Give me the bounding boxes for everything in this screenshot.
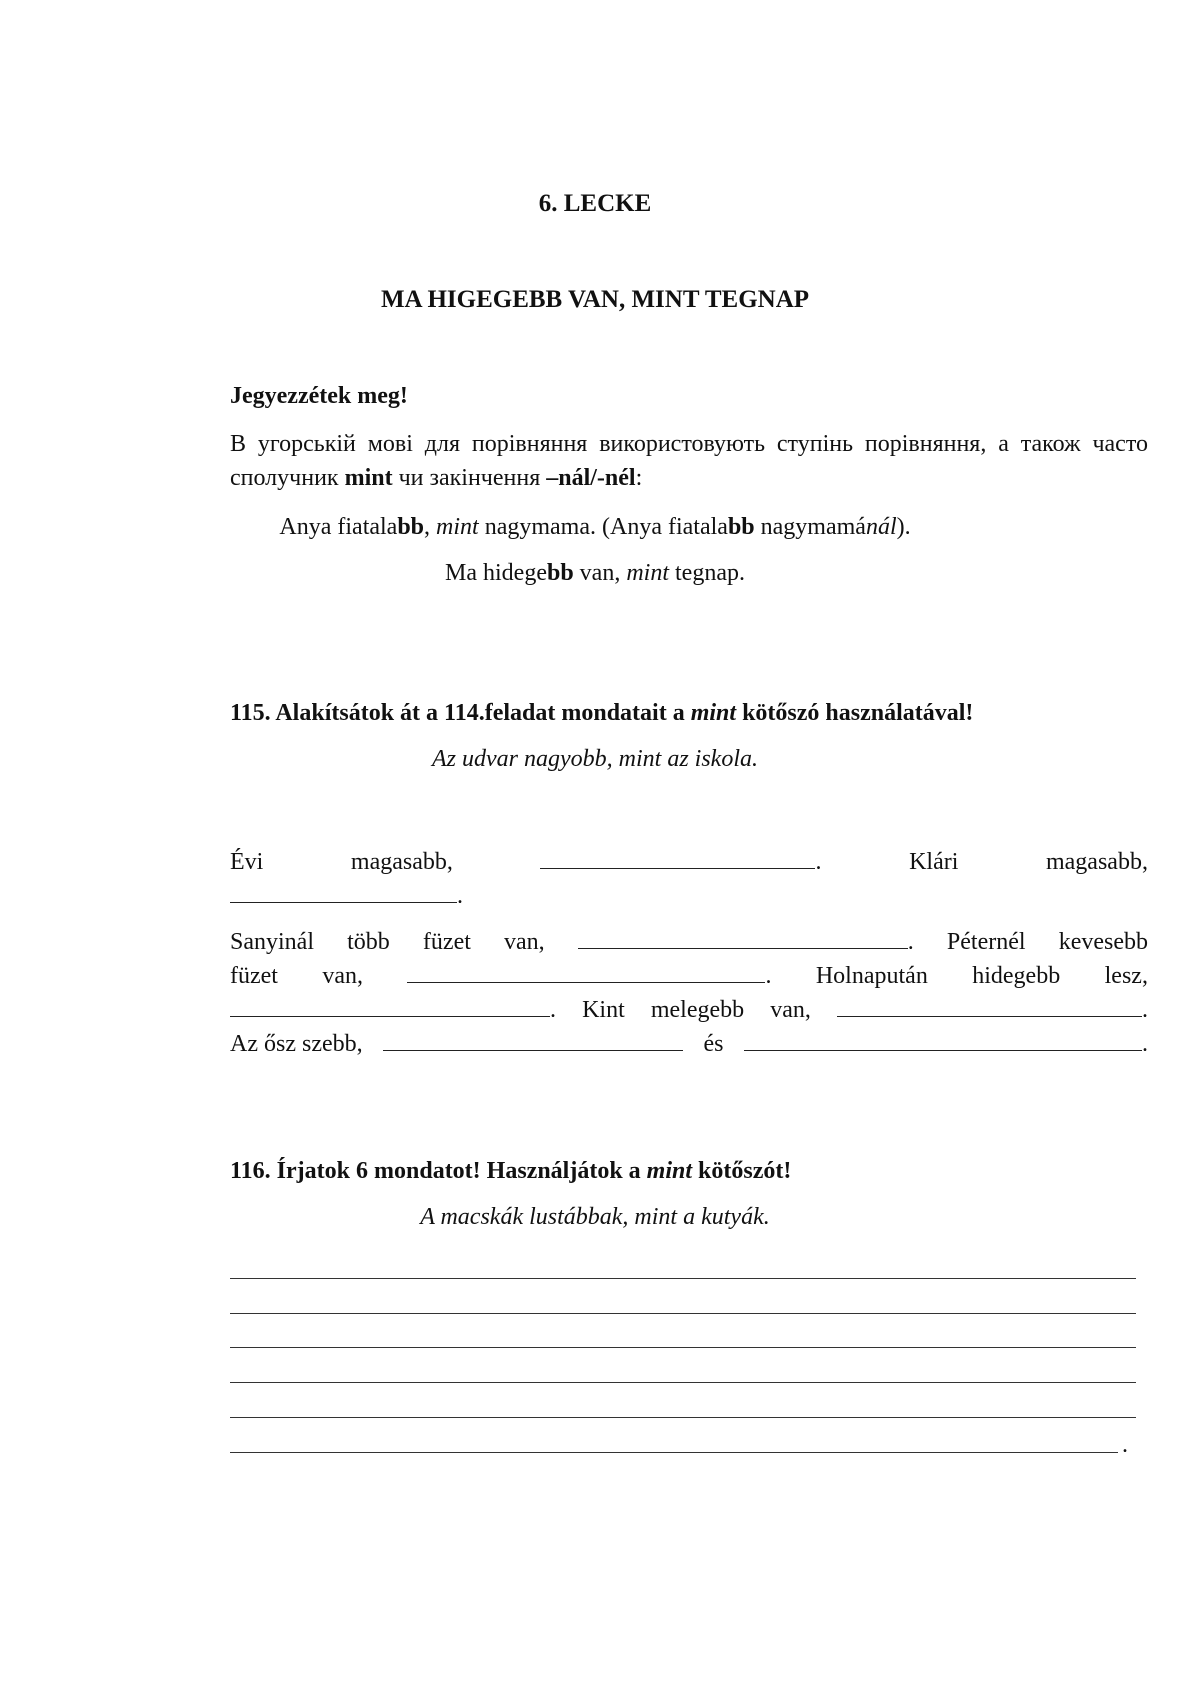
word: magasabb, (1045, 849, 1148, 875)
writing-line[interactable] (230, 1452, 1118, 1453)
note-text-part: чи закінчення (392, 465, 547, 491)
writing-line[interactable] (230, 1278, 1136, 1279)
word: Sanyinál (230, 929, 314, 955)
word: . (550, 997, 556, 1023)
writing-line[interactable] (230, 1417, 1136, 1418)
example-text: , (424, 514, 437, 540)
word: van, (504, 929, 545, 955)
word: van, (770, 997, 811, 1023)
blank-group (407, 960, 771, 990)
note-suffix: –nál/-nél (546, 465, 636, 491)
lesson-title: MA HIGEGEBB VAN, MINT TEGNAP (380, 286, 810, 313)
answer-blank[interactable] (578, 926, 908, 949)
note-heading: Jegyezzétek meg! (230, 383, 408, 409)
blank-group (837, 994, 1148, 1024)
example-italic: nál (865, 514, 897, 540)
word: melegebb (650, 997, 745, 1023)
task115-heading (230, 700, 973, 727)
note-example-2 (0, 560, 1190, 587)
word: Péternél (946, 929, 1026, 955)
lesson-number: 6. LECKE (538, 190, 652, 217)
heading-part: kötőszó használatával! (736, 700, 974, 726)
example-text: Ma hidege (445, 560, 547, 586)
note-text-part: В угорській мові для порівняння використовують ступінь порівняння, а також часто сполучник (230, 431, 1148, 491)
writing-line[interactable] (230, 1382, 1136, 1383)
answer-blank[interactable] (407, 960, 765, 983)
word: . (907, 929, 914, 955)
word: . (1142, 997, 1148, 1023)
word: . (815, 849, 822, 875)
note-mint-word: mint (344, 465, 393, 491)
word: magasabb, (350, 849, 453, 875)
word: és (703, 1031, 724, 1057)
word: Évi (230, 849, 264, 875)
task115-row-2 (230, 880, 463, 910)
answer-blank[interactable] (837, 994, 1142, 1017)
heading-part: 116. Írjatok 6 mondatot! Használjátok a (230, 1158, 647, 1184)
heading-part: kötőszót! (692, 1158, 792, 1184)
example-bold: bb (397, 514, 425, 540)
example-text: ). (896, 514, 911, 540)
word: Klári (909, 849, 959, 875)
note-text-part: : (635, 465, 643, 491)
blank-group (230, 994, 556, 1024)
word: füzet (230, 963, 278, 989)
task116-example (0, 1204, 1190, 1231)
word: . (1141, 1031, 1148, 1057)
task115-example (0, 746, 1190, 773)
example-text: nagymama. (Anya fiatala (478, 514, 728, 540)
task116-heading (230, 1158, 791, 1185)
example-bold: bb (727, 514, 755, 540)
answer-blank[interactable] (540, 846, 815, 869)
word: Az ősz szebb, (230, 1031, 363, 1057)
word: lesz, (1104, 963, 1148, 989)
word: füzet (422, 929, 471, 955)
task115-row-6 (230, 1028, 1148, 1062)
task115-example-text: Az udvar nagyobb, mint az iskola. (432, 746, 758, 772)
word: . (765, 963, 772, 989)
example-italic: mint (626, 560, 669, 586)
answer-blank[interactable] (230, 880, 457, 903)
task115-row-4 (230, 960, 1148, 994)
example-text: van, (573, 560, 627, 586)
word: Holnapután (815, 963, 928, 989)
word: kevesebb (1058, 929, 1148, 955)
word: van, (322, 963, 364, 989)
heading-part: 115. Alakítsátok át a 114.feladat mondatait a (230, 700, 691, 726)
word: hidegebb (972, 963, 1061, 989)
example-text: nagymamá (754, 514, 866, 540)
writing-line[interactable] (230, 1347, 1136, 1348)
task115-row-1 (230, 846, 1148, 880)
heading-mint: mint (690, 700, 737, 726)
task116-example-text: A macskák lustábbak, mint a kutyák. (420, 1204, 770, 1230)
task115-row-5 (230, 994, 1148, 1028)
final-period: . (1122, 1432, 1128, 1458)
note-text (230, 427, 1148, 495)
answer-blank[interactable] (230, 994, 550, 1017)
blank-group (744, 1028, 1148, 1058)
task115-row-3 (230, 926, 1148, 960)
example-italic: mint (436, 514, 479, 540)
blank-group (540, 846, 821, 876)
blank-group (578, 926, 914, 956)
word: . (457, 883, 463, 909)
answer-blank[interactable] (744, 1028, 1142, 1051)
example-bold: bb (546, 560, 574, 586)
word: több (347, 929, 390, 955)
answer-blank[interactable] (383, 1028, 683, 1051)
writing-line[interactable] (230, 1313, 1136, 1314)
example-text: Anya fiatala (279, 514, 398, 540)
heading-mint: mint (646, 1158, 693, 1184)
example-text: tegnap. (669, 560, 745, 586)
note-example-1 (0, 514, 1190, 541)
word: Kint (582, 997, 625, 1023)
